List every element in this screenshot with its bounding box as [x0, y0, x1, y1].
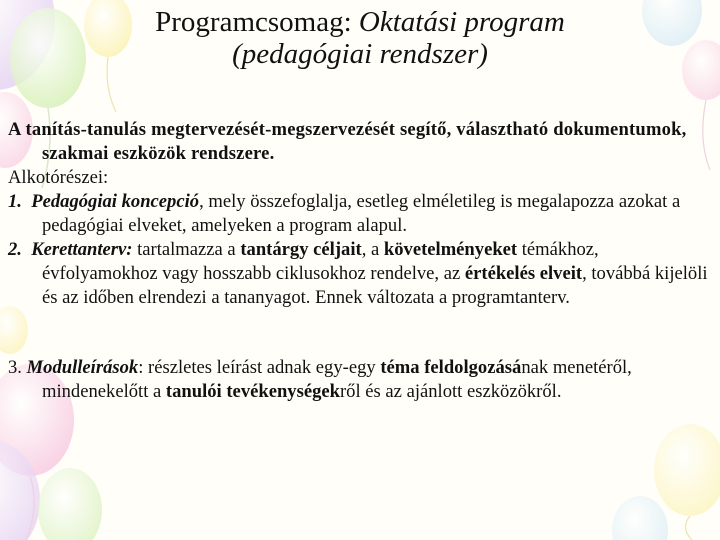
item-3-bold-1: téma feldolgozásá: [380, 357, 522, 378]
item-3-text-1: : részletes leírást adnak egy-egy: [138, 357, 381, 378]
list-item-3: [8, 356, 714, 404]
title-italic-1: Oktatási program: [358, 6, 565, 38]
item-3-term: Modulleírások: [26, 357, 139, 378]
item-3-number: 3.: [8, 357, 22, 378]
item-3-text-2: nak menetéről, mindenekelőtt a: [42, 357, 632, 402]
item-2-term: Kerettanterv:: [31, 239, 133, 260]
item-2-text-2: , a: [361, 239, 384, 260]
definition-paragraph: A tanítás-tanulás megtervezését-megszervezését segítő, választható dokumentumok, szakmai eszközök rendszere.: [8, 119, 687, 164]
slide-body: [8, 118, 714, 404]
item-1-text: , mely összefoglalja, esetleg elméletileg is megalapozza azokat a pedagógiai elveket, amelyeken a program alapul.: [42, 191, 681, 236]
title-line-2: [0, 38, 720, 70]
title-italic-2: (pedagógiai rendszer): [232, 38, 488, 71]
paragraph-spacer: [8, 310, 714, 356]
item-1-number: 1.: [8, 191, 22, 212]
item-2-bold-3: értékelés elveit: [464, 263, 583, 284]
components-label: Alkotórészei:: [8, 167, 109, 188]
title-line-1: [0, 6, 720, 38]
list-item-1: [8, 190, 714, 238]
title-plain: Programcsomag:: [155, 6, 359, 38]
item-1-term: Pedagógiai koncepció: [31, 191, 200, 212]
item-2-text-4: , továbbá kijelöli és az időben elrendezi a tananyagot. Ennek változata a programtanterv.: [42, 263, 708, 308]
item-2-number: 2.: [8, 239, 22, 260]
list-item-2: [8, 238, 714, 310]
item-3-text-3: ről és az ajánlott eszközökről.: [339, 381, 562, 402]
item-2-bold-1: tantárgy céljait: [240, 239, 362, 260]
item-2-text-3: témákhoz, évfolyamokhoz vagy hosszabb ciklusokhoz rendelve, az: [42, 239, 599, 284]
item-3-bold-2: tanulói tevékenységek: [165, 381, 340, 402]
slide-title: [0, 6, 720, 71]
item-2-text-1: tartalmazza a: [132, 239, 241, 260]
item-2-bold-2: követelményeket: [383, 239, 518, 260]
